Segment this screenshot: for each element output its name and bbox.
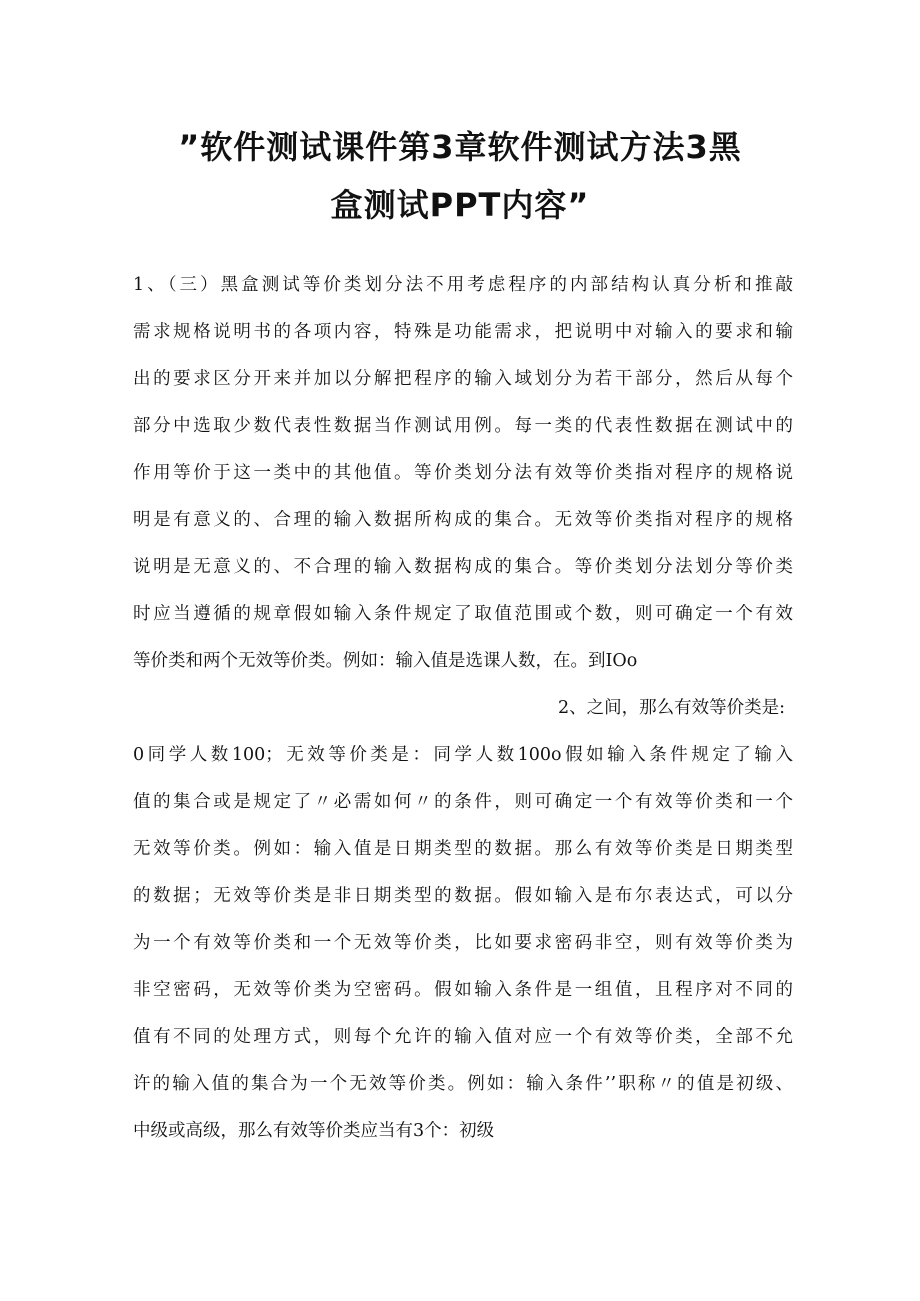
body-line: 说明是无意义的、不合理的输入数据构成的集合。等价类划分法划分等价类 xyxy=(133,557,793,577)
body-line: 部分中选取少数代表性数据当作测试用例。每一类的代表性数据在测试中的 xyxy=(133,416,793,436)
body-line: 的数据；无效等价类是非日期类型的数据。假如输入是布尔表达式，可以分 xyxy=(133,886,793,906)
body-line: 出的要求区分开来并加以分解把程序的输入域划分为若干部分，然后从每个 xyxy=(133,369,793,389)
body-line: 无效等价类。例如：输入值是日期类型的数据。那么有效等价类是日期类型 xyxy=(133,839,793,859)
title-line-2: 盒测试PPT内容” xyxy=(330,186,590,224)
body-line: 需求规格说明书的各项内容，特殊是功能需求，把说明中对输入的要求和输 xyxy=(133,322,793,342)
body-line: 值的集合或是规定了〃必需如何〃的条件，则可确定一个有效等价类和一个 xyxy=(133,792,793,812)
title-line-1: ”软件测试课件第3章软件测试方法3黑 xyxy=(178,128,742,166)
body-line: 中级或高级，那么有效等价类应当有3个：初级 xyxy=(133,1121,495,1141)
body-line: 非空密码，无效等价类为空密码。假如输入条件是一组值，且程序对不同的 xyxy=(133,980,793,1000)
document-title xyxy=(140,118,780,234)
body-line: 2、之间，那么有效等价类是: xyxy=(557,698,785,718)
body-line: 时应当遵循的规章假如输入条件规定了取值范围或个数，则可确定一个有效 xyxy=(133,604,793,624)
body-line: 许的输入值的集合为一个无效等价类。例如：输入条件’’职称〃的值是初级、 xyxy=(133,1074,793,1094)
body-line: 值有不同的处理方式，则每个允许的输入值对应一个有效等价类，全部不允 xyxy=(133,1027,793,1047)
body-line: 作用等价于这一类中的其他值。等价类划分法有效等价类指对程序的规格说 xyxy=(133,463,793,483)
body-line: 明是有意义的、合理的输入数据所构成的集合。无效等价类指对程序的规格 xyxy=(133,510,793,530)
body-line: 1、（三）黑盒测试等价类划分法不用考虑程序的内部结构认真分析和推敲 xyxy=(133,275,793,295)
body-line: 0同学人数100；无效等价类是：同学人数100o假如输入条件规定了输入 xyxy=(133,745,793,765)
body-line: 为一个有效等价类和一个无效等价类，比如要求密码非空，则有效等价类为 xyxy=(133,933,793,953)
body-line: 等价类和两个无效等价类。例如：输入值是选课人数，在。到IOo xyxy=(133,651,638,671)
document-body xyxy=(133,262,793,1155)
